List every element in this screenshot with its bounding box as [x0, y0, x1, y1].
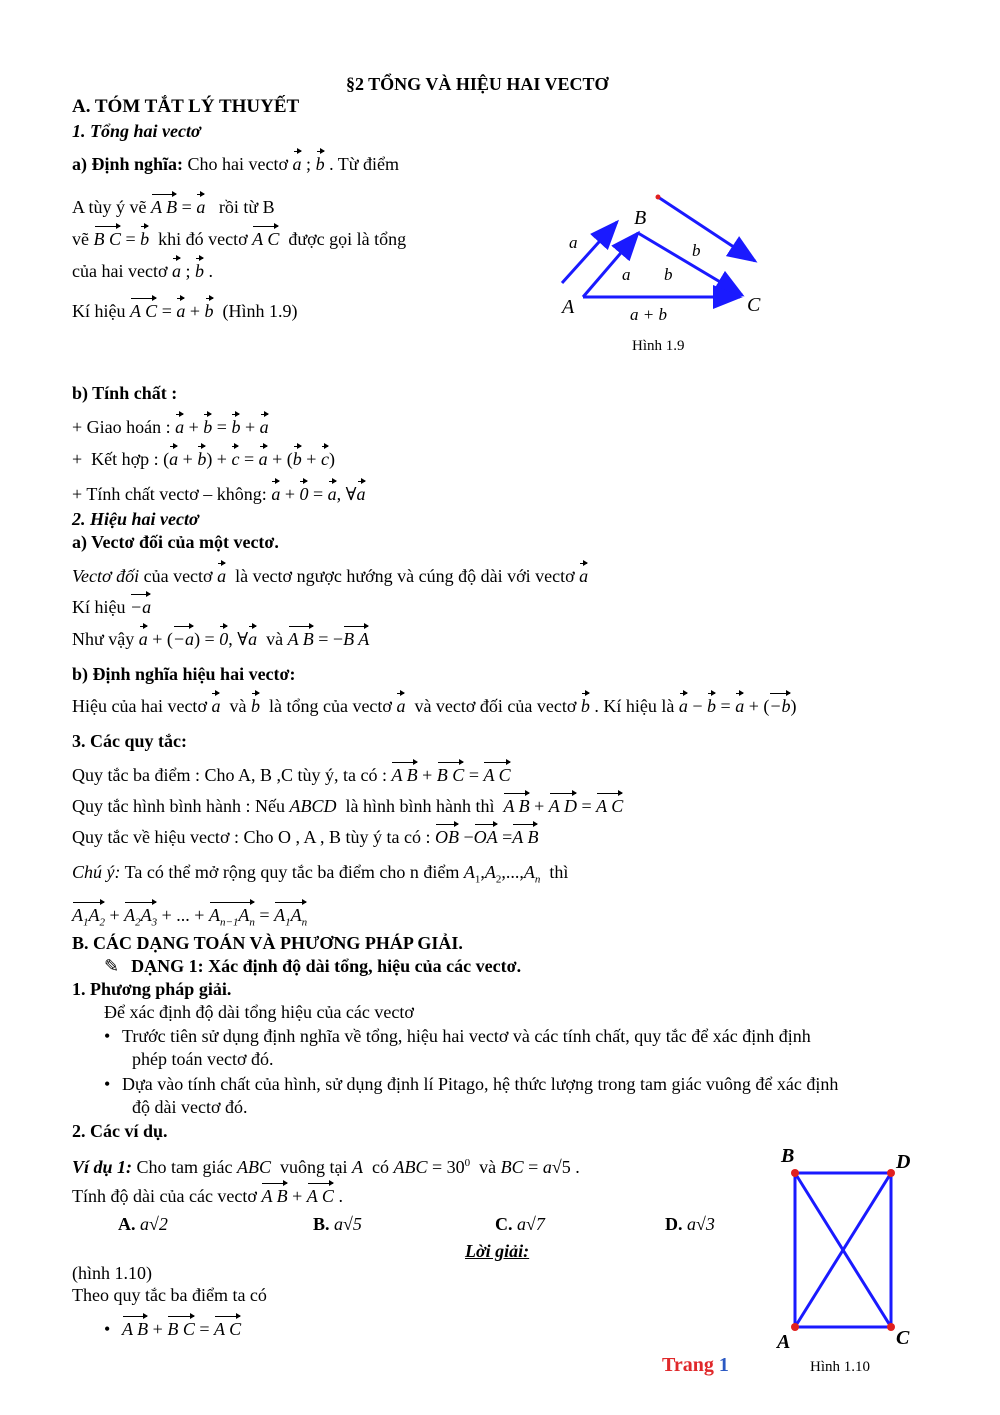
figure-1-9	[540, 180, 780, 360]
solution-line-2: Theo quy tắc ba điểm ta có	[72, 1285, 267, 1305]
def-line-3: của hai vectơ a ; b .	[72, 258, 213, 282]
page-number: Trang 1	[662, 1354, 729, 1376]
label-c: C	[896, 1327, 910, 1349]
prop-zero-vector: + Tính chất vectơ – không: a + 0 = a, ∀a	[72, 481, 366, 505]
rule-difference: Quy tắc về hiệu vectơ : Cho O , A , B tùy ý ta có : OB −OA =A B	[72, 824, 538, 848]
choice-d[interactable]: D. a√3	[665, 1214, 715, 1234]
rule-parallelogram: Quy tắc hình bình hành : Nếu ABCD là hình bình hành thì A B + A D = A C	[72, 793, 623, 817]
vector-b-free	[658, 197, 755, 261]
subsection-difference: 2. Hiệu hai vectơ	[72, 509, 199, 529]
examples-title: 2. Các ví dụ.	[72, 1121, 168, 1141]
method-bullet-1-cont: phép toán vectơ đó.	[132, 1049, 274, 1069]
solution-line-1: (hình 1.10)	[72, 1263, 152, 1283]
section-a-heading: A. TÓM TẮT LÝ THUYẾT	[72, 96, 300, 117]
opposite-identity: Như vậy a + (−a) = 0, ∀a và A B = −B A	[72, 626, 369, 650]
opposite-vector-title: a) Vectơ đối của một vectơ.	[72, 532, 279, 552]
point-b-free	[656, 195, 661, 200]
example-1: Ví dụ 1: Cho tam giác ABC vuông tại A có ABC = $30^0$ và BC = a√5 .	[72, 1157, 580, 1177]
label-a: A	[777, 1331, 791, 1353]
properties-title: b) Tính chất :	[72, 383, 178, 403]
method-intro: Để xác định độ dài tổng hiệu của các vectơ	[104, 1002, 414, 1022]
prop-commutative: + Giao hoán : a + b = b + a	[72, 414, 269, 438]
solution-heading: Lời giải:	[465, 1241, 530, 1261]
page-title: §2 TỔNG VÀ HIỆU HAI VECTƠ	[346, 74, 609, 94]
subsection-sum: 1. Tổng hai vectơ	[72, 121, 201, 141]
figure-1-10	[770, 1140, 930, 1380]
point-d	[887, 1169, 895, 1177]
label-b-free: b	[692, 241, 701, 260]
choice-a[interactable]: A. a√2	[118, 1214, 168, 1234]
dang-1-line: ✎ DẠNG 1: Xác định độ dài tổng, hiệu của các vectơ.	[104, 956, 522, 976]
label-a-ab: a	[622, 265, 631, 284]
note-line: Chú ý: Ta có thể mở rộng quy tắc ba điểm cho n điểm $A_1,A_2,...,A_n$ thì	[72, 862, 569, 886]
rules-title: 3. Các quy tắc:	[72, 731, 187, 751]
point-a	[791, 1323, 799, 1331]
label-sum: a + b	[630, 305, 667, 324]
label-b-bc: b	[664, 265, 673, 284]
section-b-heading: B. CÁC DẠNG TOÁN VÀ PHƯƠNG PHÁP GIẢI.	[72, 933, 463, 953]
def-line-1: A tùy ý vẽ A B = a rồi từ B	[72, 194, 275, 218]
rule-three-points: Quy tắc ba điểm : Cho A, B ,C tùy ý, ta có : A B + B C = A C	[72, 762, 511, 786]
label-b: B	[781, 1145, 795, 1167]
figure-1-10-caption: Hình 1.10	[810, 1359, 870, 1375]
method-bullet-2: • Dựa vào tính chất của hình, sử dụng định lí Pitago, hệ thức lượng trong tam giác vuông để xác định	[104, 1073, 838, 1095]
method-bullet-2-cont: độ dài vectơ đó.	[132, 1097, 248, 1117]
method-bullet-1: • Trước tiên sử dụng định nghĩa về tổng, hiệu hai vectơ và các tính chất, quy tắc để xác định định	[104, 1025, 811, 1047]
vector-a-free	[562, 222, 617, 283]
difference-def-title: b) Định nghĩa hiệu hai vectơ:	[72, 664, 296, 684]
definition-line: a) Định nghĩa: Cho hai vectơ a ; b . Từ điểm	[72, 151, 399, 175]
prop-associative: + Kết hợp : (a + b) + c = a + (b + c)	[72, 446, 335, 470]
label-c-point: C	[747, 294, 761, 316]
figure-1-9-caption: Hình 1.9	[632, 338, 685, 354]
label-a-free: a	[569, 233, 578, 252]
def-line-2: vẽ B C = b khi đó vectơ A C được gọi là tổng	[72, 226, 406, 250]
choice-c[interactable]: C. a√7	[495, 1214, 545, 1234]
note-formula: $A_1A_2 + A_2A_3$ + ... + $A_{n-1}A_n = A_1A_n$	[72, 902, 307, 934]
method-title: 1. Phương pháp giải.	[72, 979, 232, 999]
label-a-point: A	[562, 296, 575, 318]
label-d: D	[896, 1151, 911, 1173]
example-1-question: Tính độ dài của các vectơ A B + A C .	[72, 1183, 343, 1207]
pencil-icon: ✎	[104, 956, 120, 976]
label-b-point: B	[634, 207, 647, 229]
choice-b[interactable]: B. a√5	[313, 1214, 362, 1234]
point-c	[887, 1323, 895, 1331]
opposite-def: Vectơ đối của vectơ a là vectơ ngược hướng và cúng độ dài với vectơ a	[72, 563, 588, 587]
opposite-notation: Kí hiệu −a	[72, 594, 151, 618]
def-line-4: Kí hiệu A C = a + b (Hình 1.9)	[72, 298, 298, 322]
solution-bullet: • A B + B C = A C	[104, 1316, 241, 1340]
difference-def: Hiệu của hai vectơ a và b là tổng của vectơ a và vectơ đối của vectơ b . Kí hiệu là a − b = a + (−b)	[72, 693, 797, 717]
definition-label: a) Định nghĩa:	[72, 154, 184, 174]
point-b	[791, 1169, 799, 1177]
